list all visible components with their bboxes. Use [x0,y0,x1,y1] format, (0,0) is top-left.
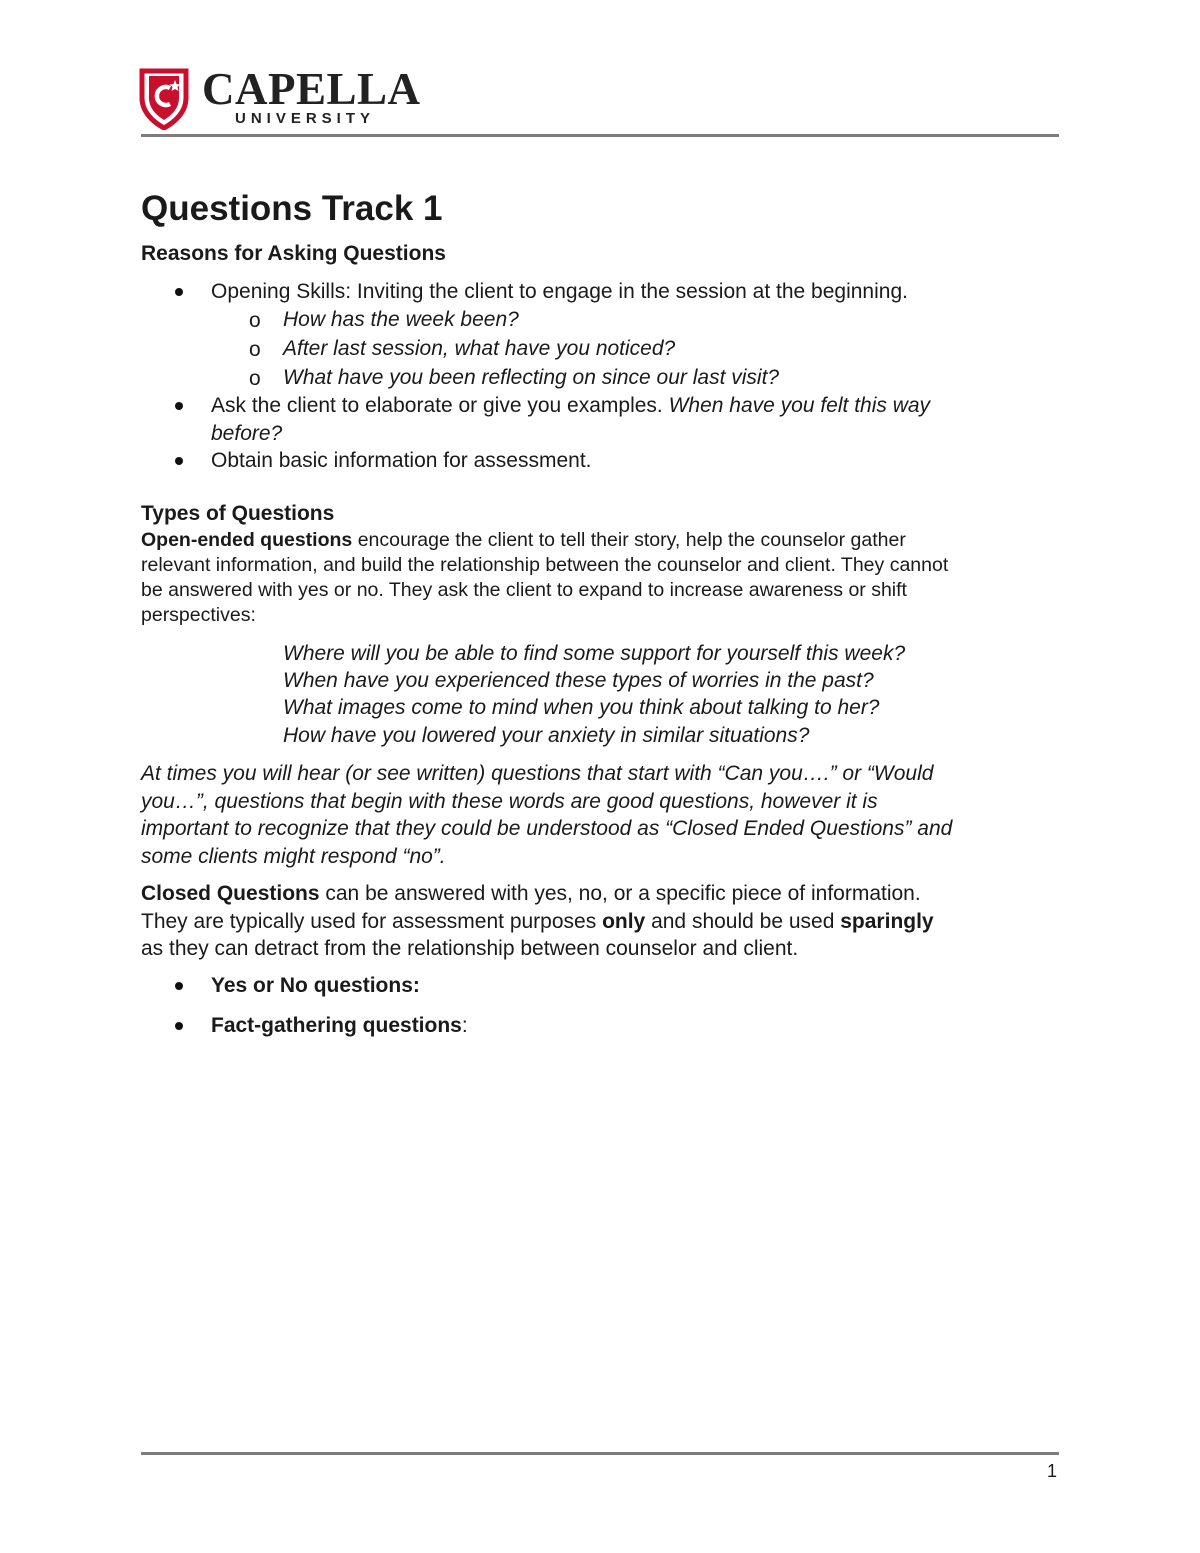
fact-gathering-colon: : [461,1014,468,1037]
closed-text: as they can detract from the relationship between counselor and client. [141,937,799,960]
types-heading: Types of Questions [141,502,335,525]
logo-wordmark: CAPELLA [202,64,421,114]
open-ended-text: perspectives: [141,604,256,626]
closed-questions-term: Closed Questions [141,882,320,905]
open-ended-text: relevant information, and build the relationship between the counselor and client. They cannot [141,554,949,576]
page-title: Questions Track 1 [141,189,443,228]
example-question: How have you lowered your anxiety in similar situations? [283,724,810,747]
closed-text: can be answered with yes, no, or a specific piece of information. [325,882,921,905]
bullet-dot [175,457,183,465]
page-number: 1 [1047,1461,1058,1481]
open-ended-text: encourage the client to tell their story, help the counselor gather [357,529,906,551]
opening-skills-item: Opening Skills: Inviting the client to engage in the session at the beginning. [211,280,908,303]
bullet-dot [175,288,183,296]
bullet-dot [175,1022,183,1030]
elaborate-example-cont: before? [211,422,283,445]
fact-gathering-item [211,1012,468,1040]
open-ended-paragraph [141,528,1051,628]
open-ended-text: be answered with yes or no. They ask the client to expand to increase awareness or shift [141,579,907,601]
yes-no-item: Yes or No questions: [211,974,420,997]
university-logo [139,64,439,134]
header-divider [141,134,1059,137]
example-question: When have you experienced these types of worries in the past? [283,669,874,692]
closed-questions-paragraph [141,880,1061,963]
elaborate-text: Ask the client to elaborate or give you examples. [211,394,663,417]
capella-shield-icon [139,68,189,130]
closed-text: They are typically used for assessment purposes [141,909,597,933]
example-question: What images come to mind when you think about talking to her? [283,696,880,719]
sub-bullet-marker: o [249,338,261,361]
note-paragraph [141,760,1061,870]
open-ended-term: Open-ended questions [141,529,353,551]
example-question: Where will you be able to find some support for yourself this week? [283,642,906,665]
basic-info-item: Obtain basic information for assessment. [211,449,592,472]
bullet-dot [175,982,183,990]
note-line: At times you will hear (or see written) questions that start with “Can you….” or “Would [141,762,934,785]
emphasis-only: only [602,909,646,933]
fact-gathering-term: Fact-gathering questions [211,1014,462,1037]
elaborate-example: When have you felt this way [668,394,931,417]
sub-bullet-marker: o [249,367,261,390]
note-line: some clients might respond “no”. [141,844,446,868]
logo-subtitle: UNIVERSITY [235,110,376,127]
footer-divider [141,1452,1059,1455]
bullet-dot [175,402,183,410]
sub-bullet-marker: o [249,309,261,332]
closed-text: and should be used [651,909,835,933]
elaborate-item [211,392,930,420]
sub-item-week: How has the week been? [283,308,519,331]
note-line: you…”, questions that begin with these words are good questions, however it is [141,789,878,813]
sub-item-reflecting: What have you been reflecting on since our last visit? [283,366,780,389]
sub-item-last-session: After last session, what have you noticed? [283,337,676,360]
emphasis-sparingly: sparingly [840,909,934,933]
note-line: important to recognize that they could be understood as “Closed Ended Questions” and [141,817,953,840]
reasons-heading: Reasons for Asking Questions [141,242,446,265]
